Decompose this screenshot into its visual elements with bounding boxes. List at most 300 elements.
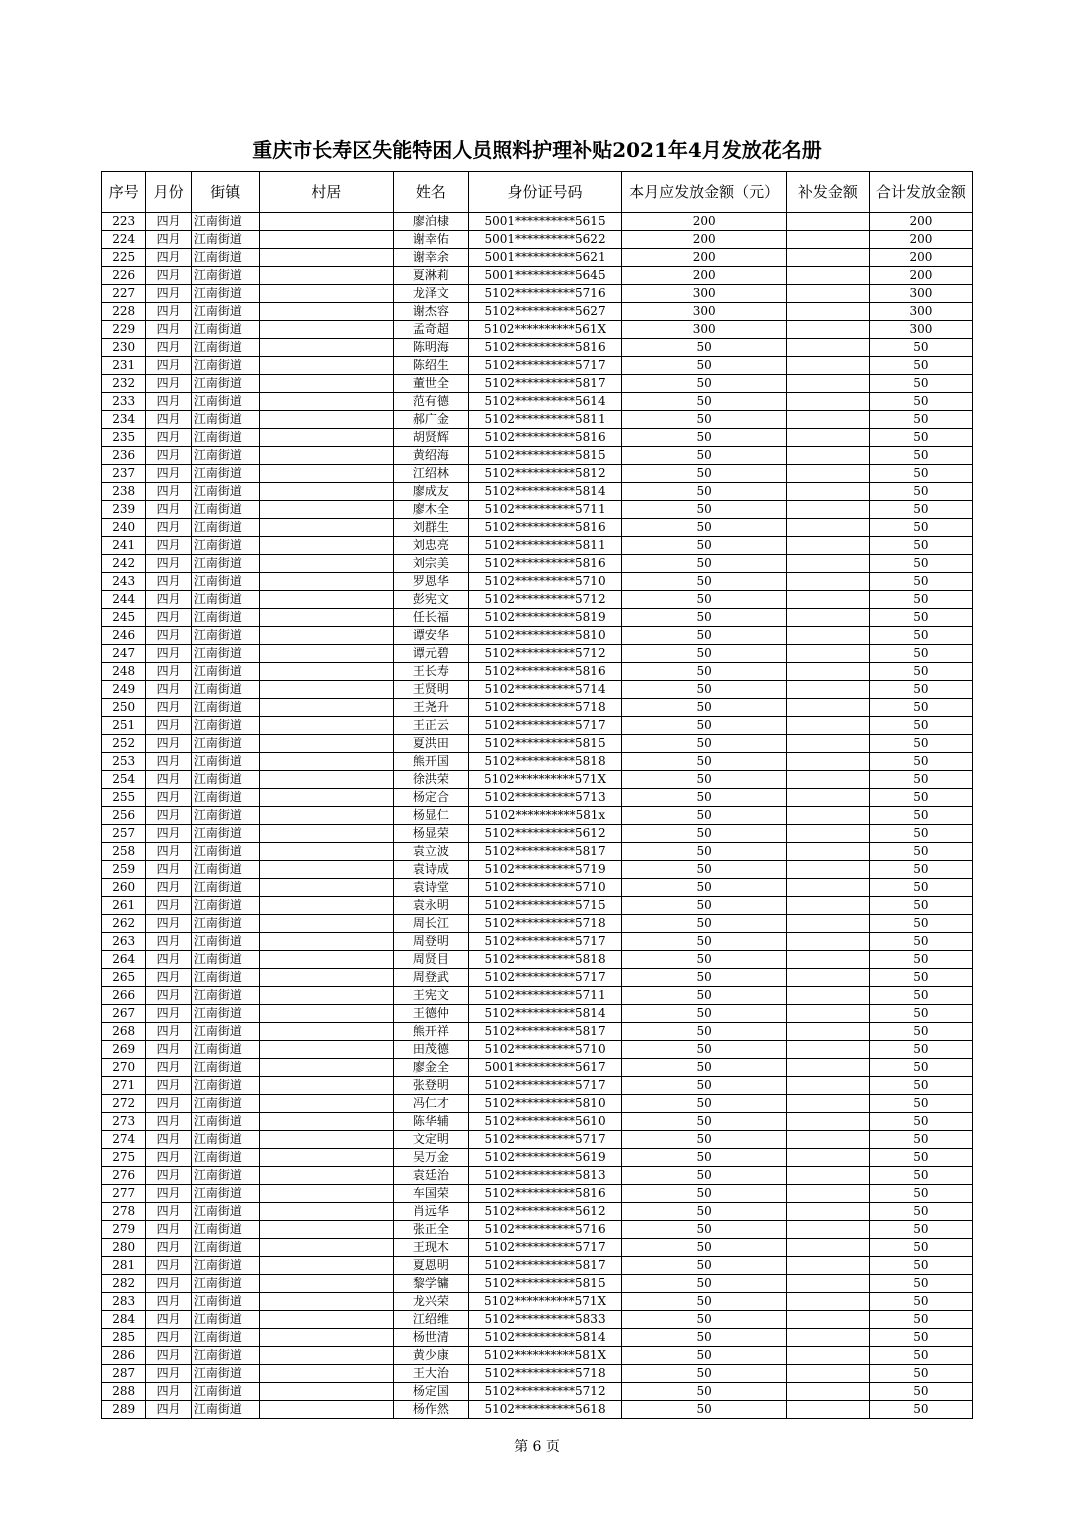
cell-id: 5102**********581X	[468, 1347, 622, 1365]
cell-due-amount: 200	[622, 213, 787, 231]
cell-village	[259, 1041, 393, 1059]
table-row	[102, 645, 973, 663]
table-row	[102, 915, 973, 933]
cell-id: 5102**********5717	[468, 1131, 622, 1149]
cell-month: 四月	[146, 393, 191, 411]
cell-id: 5102**********5710	[468, 1041, 622, 1059]
cell-month: 四月	[146, 249, 191, 267]
cell-total: 50	[869, 1113, 972, 1131]
cell-supplement	[787, 1365, 870, 1383]
table-row	[102, 1329, 973, 1347]
cell-due-amount: 50	[622, 1401, 787, 1419]
cell-id: 5102**********5710	[468, 879, 622, 897]
cell-seq: 223	[102, 213, 146, 231]
cell-month: 四月	[146, 933, 191, 951]
cell-supplement	[787, 519, 870, 537]
cell-total: 50	[869, 519, 972, 537]
cell-supplement	[787, 483, 870, 501]
table-row	[102, 1005, 973, 1023]
cell-id: 5102**********5717	[468, 1239, 622, 1257]
cell-seq: 284	[102, 1311, 146, 1329]
page-number: 第 6 页	[514, 1439, 560, 1455]
cell-total: 50	[869, 393, 972, 411]
cell-supplement	[787, 627, 870, 645]
cell-name: 谢幸佑	[393, 231, 468, 249]
cell-supplement	[787, 1077, 870, 1095]
cell-supplement	[787, 1257, 870, 1275]
cell-total: 50	[869, 843, 972, 861]
cell-seq: 268	[102, 1023, 146, 1041]
cell-seq: 244	[102, 591, 146, 609]
cell-street: 江南街道	[191, 537, 259, 555]
cell-village	[259, 303, 393, 321]
cell-name: 罗恩华	[393, 573, 468, 591]
cell-total: 50	[869, 429, 972, 447]
cell-street: 江南街道	[191, 501, 259, 519]
cell-total: 50	[869, 411, 972, 429]
header-total: 合计发放金额	[869, 172, 972, 213]
cell-due-amount: 200	[622, 249, 787, 267]
cell-month: 四月	[146, 1023, 191, 1041]
cell-month: 四月	[146, 1329, 191, 1347]
cell-village	[259, 645, 393, 663]
cell-street: 江南街道	[191, 789, 259, 807]
cell-seq: 254	[102, 771, 146, 789]
cell-village	[259, 1023, 393, 1041]
cell-seq: 242	[102, 555, 146, 573]
header-row	[102, 172, 973, 213]
cell-id: 5102**********5816	[468, 555, 622, 573]
cell-street: 江南街道	[191, 321, 259, 339]
cell-due-amount: 300	[622, 285, 787, 303]
cell-supplement	[787, 465, 870, 483]
cell-village	[259, 1293, 393, 1311]
cell-id: 5102**********571X	[468, 1293, 622, 1311]
cell-total: 50	[869, 1401, 972, 1419]
table-row	[102, 1383, 973, 1401]
cell-seq: 278	[102, 1203, 146, 1221]
cell-street: 江南街道	[191, 627, 259, 645]
cell-due-amount: 50	[622, 501, 787, 519]
cell-id: 5102**********5614	[468, 393, 622, 411]
cell-month: 四月	[146, 897, 191, 915]
cell-name: 张正全	[393, 1221, 468, 1239]
cell-month: 四月	[146, 1383, 191, 1401]
cell-due-amount: 50	[622, 969, 787, 987]
cell-due-amount: 50	[622, 1239, 787, 1257]
cell-seq: 240	[102, 519, 146, 537]
cell-village	[259, 231, 393, 249]
cell-name: 董世全	[393, 375, 468, 393]
cell-street: 江南街道	[191, 807, 259, 825]
cell-village	[259, 1383, 393, 1401]
cell-seq: 255	[102, 789, 146, 807]
cell-name: 刘忠亮	[393, 537, 468, 555]
cell-name: 杨定合	[393, 789, 468, 807]
table-row	[102, 1293, 973, 1311]
cell-due-amount: 50	[622, 1077, 787, 1095]
cell-due-amount: 50	[622, 1347, 787, 1365]
cell-total: 200	[869, 249, 972, 267]
cell-total: 50	[869, 1239, 972, 1257]
cell-name: 袁诗成	[393, 861, 468, 879]
cell-total: 50	[869, 951, 972, 969]
cell-due-amount: 50	[622, 1131, 787, 1149]
cell-total: 50	[869, 1131, 972, 1149]
cell-due-amount: 50	[622, 1203, 787, 1221]
cell-total: 50	[869, 1203, 972, 1221]
cell-month: 四月	[146, 537, 191, 555]
header-due-amount: 本月应发放金额（元）	[622, 172, 787, 213]
cell-street: 江南街道	[191, 213, 259, 231]
cell-name: 王正云	[393, 717, 468, 735]
cell-street: 江南街道	[191, 1347, 259, 1365]
cell-month: 四月	[146, 573, 191, 591]
table-row	[102, 213, 973, 231]
cell-name: 廖金全	[393, 1059, 468, 1077]
cell-name: 郝广金	[393, 411, 468, 429]
cell-seq: 275	[102, 1149, 146, 1167]
table-row	[102, 339, 973, 357]
cell-street: 江南街道	[191, 861, 259, 879]
cell-seq: 250	[102, 699, 146, 717]
cell-seq: 281	[102, 1257, 146, 1275]
cell-month: 四月	[146, 717, 191, 735]
cell-month: 四月	[146, 465, 191, 483]
cell-village	[259, 483, 393, 501]
cell-total: 50	[869, 1041, 972, 1059]
cell-name: 王贤明	[393, 681, 468, 699]
table-row	[102, 699, 973, 717]
cell-street: 江南街道	[191, 933, 259, 951]
cell-name: 江绍维	[393, 1311, 468, 1329]
cell-seq: 245	[102, 609, 146, 627]
table-row	[102, 879, 973, 897]
table-row	[102, 1167, 973, 1185]
cell-total: 200	[869, 267, 972, 285]
cell-name: 夏恩明	[393, 1257, 468, 1275]
header-supplement: 补发金额	[787, 172, 870, 213]
cell-month: 四月	[146, 1203, 191, 1221]
table-row	[102, 321, 973, 339]
cell-month: 四月	[146, 447, 191, 465]
cell-total: 300	[869, 285, 972, 303]
cell-due-amount: 50	[622, 1023, 787, 1041]
cell-street: 江南街道	[191, 1185, 259, 1203]
cell-village	[259, 1311, 393, 1329]
cell-village	[259, 393, 393, 411]
cell-seq: 283	[102, 1293, 146, 1311]
cell-village	[259, 501, 393, 519]
cell-total: 50	[869, 1365, 972, 1383]
cell-due-amount: 50	[622, 1311, 787, 1329]
cell-name: 袁永明	[393, 897, 468, 915]
cell-month: 四月	[146, 735, 191, 753]
cell-total: 50	[869, 501, 972, 519]
cell-total: 200	[869, 231, 972, 249]
cell-name: 谭安华	[393, 627, 468, 645]
cell-name: 谢幸余	[393, 249, 468, 267]
cell-street: 江南街道	[191, 1221, 259, 1239]
cell-month: 四月	[146, 825, 191, 843]
cell-street: 江南街道	[191, 591, 259, 609]
cell-id: 5102**********5712	[468, 1383, 622, 1401]
cell-street: 江南街道	[191, 663, 259, 681]
cell-supplement	[787, 861, 870, 879]
cell-id: 5102**********5710	[468, 573, 622, 591]
table-row	[102, 1023, 973, 1041]
cell-village	[259, 1239, 393, 1257]
cell-month: 四月	[146, 429, 191, 447]
cell-due-amount: 50	[622, 1149, 787, 1167]
cell-id: 5102**********5817	[468, 375, 622, 393]
cell-seq: 229	[102, 321, 146, 339]
cell-total: 50	[869, 699, 972, 717]
table-row	[102, 807, 973, 825]
cell-seq: 286	[102, 1347, 146, 1365]
cell-name: 王宪文	[393, 987, 468, 1005]
cell-name: 黄少康	[393, 1347, 468, 1365]
cell-month: 四月	[146, 627, 191, 645]
cell-id: 5001**********5615	[468, 213, 622, 231]
cell-month: 四月	[146, 987, 191, 1005]
cell-id: 5102**********5811	[468, 411, 622, 429]
cell-due-amount: 50	[622, 681, 787, 699]
cell-due-amount: 50	[622, 357, 787, 375]
document-title: 重庆市长寿区失能特困人员照料护理补贴2021年4月发放花名册	[252, 138, 822, 162]
cell-street: 江南街道	[191, 375, 259, 393]
cell-village	[259, 933, 393, 951]
cell-seq: 225	[102, 249, 146, 267]
cell-village	[259, 1257, 393, 1275]
table-row	[102, 987, 973, 1005]
cell-village	[259, 1185, 393, 1203]
cell-month: 四月	[146, 609, 191, 627]
cell-month: 四月	[146, 231, 191, 249]
cell-village	[259, 357, 393, 375]
table-row	[102, 951, 973, 969]
cell-month: 四月	[146, 807, 191, 825]
cell-street: 江南街道	[191, 483, 259, 501]
cell-village	[259, 1401, 393, 1419]
cell-supplement	[787, 1311, 870, 1329]
cell-village	[259, 807, 393, 825]
cell-supplement	[787, 609, 870, 627]
cell-month: 四月	[146, 375, 191, 393]
cell-seq: 289	[102, 1401, 146, 1419]
cell-street: 江南街道	[191, 645, 259, 663]
cell-seq: 228	[102, 303, 146, 321]
cell-id: 5102**********5833	[468, 1311, 622, 1329]
header-name: 姓名	[393, 172, 468, 213]
cell-total: 50	[869, 1167, 972, 1185]
cell-id: 5102**********581x	[468, 807, 622, 825]
cell-supplement	[787, 753, 870, 771]
cell-due-amount: 50	[622, 447, 787, 465]
cell-street: 江南街道	[191, 1293, 259, 1311]
cell-total: 50	[869, 357, 972, 375]
cell-month: 四月	[146, 1149, 191, 1167]
cell-supplement	[787, 663, 870, 681]
table-row	[102, 897, 973, 915]
cell-supplement	[787, 555, 870, 573]
cell-month: 四月	[146, 1095, 191, 1113]
cell-total: 50	[869, 681, 972, 699]
cell-village	[259, 411, 393, 429]
table-row	[102, 591, 973, 609]
cell-village	[259, 339, 393, 357]
cell-month: 四月	[146, 843, 191, 861]
cell-seq: 265	[102, 969, 146, 987]
table-header	[102, 172, 973, 213]
cell-month: 四月	[146, 1221, 191, 1239]
cell-month: 四月	[146, 591, 191, 609]
cell-street: 江南街道	[191, 555, 259, 573]
cell-street: 江南街道	[191, 969, 259, 987]
cell-month: 四月	[146, 1365, 191, 1383]
cell-street: 江南街道	[191, 1383, 259, 1401]
cell-month: 四月	[146, 519, 191, 537]
cell-total: 50	[869, 1293, 972, 1311]
cell-seq: 288	[102, 1383, 146, 1401]
cell-village	[259, 879, 393, 897]
cell-street: 江南街道	[191, 573, 259, 591]
cell-supplement	[787, 879, 870, 897]
cell-month: 四月	[146, 1185, 191, 1203]
cell-seq: 280	[102, 1239, 146, 1257]
cell-village	[259, 1203, 393, 1221]
cell-name: 袁廷治	[393, 1167, 468, 1185]
cell-supplement	[787, 735, 870, 753]
table-row	[102, 861, 973, 879]
cell-seq: 261	[102, 897, 146, 915]
cell-village	[259, 951, 393, 969]
cell-month: 四月	[146, 951, 191, 969]
cell-total: 50	[869, 573, 972, 591]
cell-due-amount: 50	[622, 1167, 787, 1185]
cell-month: 四月	[146, 1401, 191, 1419]
cell-seq: 235	[102, 429, 146, 447]
cell-id: 5102**********5713	[468, 789, 622, 807]
cell-village	[259, 897, 393, 915]
cell-id: 5102**********5815	[468, 447, 622, 465]
cell-total: 50	[869, 483, 972, 501]
cell-seq: 246	[102, 627, 146, 645]
cell-street: 江南街道	[191, 897, 259, 915]
cell-seq: 274	[102, 1131, 146, 1149]
cell-supplement	[787, 1023, 870, 1041]
cell-seq: 227	[102, 285, 146, 303]
cell-id: 5001**********5617	[468, 1059, 622, 1077]
cell-due-amount: 50	[622, 1059, 787, 1077]
cell-due-amount: 50	[622, 429, 787, 447]
table-row	[102, 1131, 973, 1149]
cell-name: 王现木	[393, 1239, 468, 1257]
cell-id: 5102**********5813	[468, 1167, 622, 1185]
cell-seq: 236	[102, 447, 146, 465]
cell-street: 江南街道	[191, 1311, 259, 1329]
cell-seq: 262	[102, 915, 146, 933]
cell-village	[259, 1131, 393, 1149]
cell-street: 江南街道	[191, 303, 259, 321]
cell-month: 四月	[146, 969, 191, 987]
cell-seq: 230	[102, 339, 146, 357]
cell-name: 张登明	[393, 1077, 468, 1095]
cell-id: 5102**********5717	[468, 1077, 622, 1095]
cell-supplement	[787, 1167, 870, 1185]
table-row	[102, 303, 973, 321]
cell-total: 50	[869, 447, 972, 465]
cell-name: 胡贤辉	[393, 429, 468, 447]
cell-supplement	[787, 699, 870, 717]
cell-total: 50	[869, 663, 972, 681]
cell-street: 江南街道	[191, 717, 259, 735]
cell-due-amount: 50	[622, 753, 787, 771]
cell-street: 江南街道	[191, 1401, 259, 1419]
cell-street: 江南街道	[191, 393, 259, 411]
cell-street: 江南街道	[191, 1077, 259, 1095]
cell-id: 5001**********5645	[468, 267, 622, 285]
table-row	[102, 465, 973, 483]
cell-due-amount: 50	[622, 1113, 787, 1131]
cell-supplement	[787, 645, 870, 663]
cell-village	[259, 1095, 393, 1113]
cell-street: 江南街道	[191, 447, 259, 465]
cell-id: 5102**********5711	[468, 501, 622, 519]
cell-seq: 226	[102, 267, 146, 285]
cell-total: 50	[869, 1077, 972, 1095]
cell-id: 5102**********5717	[468, 357, 622, 375]
cell-street: 江南街道	[191, 699, 259, 717]
cell-seq: 252	[102, 735, 146, 753]
cell-id: 5102**********5718	[468, 915, 622, 933]
cell-seq: 282	[102, 1275, 146, 1293]
cell-village	[259, 573, 393, 591]
cell-village	[259, 1365, 393, 1383]
cell-street: 江南街道	[191, 411, 259, 429]
cell-supplement	[787, 951, 870, 969]
table-row	[102, 627, 973, 645]
cell-due-amount: 50	[622, 825, 787, 843]
cell-id: 5102**********5612	[468, 1203, 622, 1221]
cell-name: 任长福	[393, 609, 468, 627]
cell-id: 5102**********5716	[468, 1221, 622, 1239]
cell-total: 50	[869, 1149, 972, 1167]
cell-due-amount: 50	[622, 591, 787, 609]
cell-month: 四月	[146, 483, 191, 501]
cell-month: 四月	[146, 645, 191, 663]
cell-village	[259, 555, 393, 573]
cell-month: 四月	[146, 1077, 191, 1095]
table-row	[102, 663, 973, 681]
cell-id: 5102**********5719	[468, 861, 622, 879]
cell-name: 杨显荣	[393, 825, 468, 843]
cell-month: 四月	[146, 213, 191, 231]
cell-id: 5102**********5814	[468, 483, 622, 501]
cell-street: 江南街道	[191, 879, 259, 897]
cell-seq: 251	[102, 717, 146, 735]
cell-seq: 287	[102, 1365, 146, 1383]
table-row	[102, 375, 973, 393]
table-row	[102, 735, 973, 753]
cell-id: 5102**********5816	[468, 429, 622, 447]
cell-supplement	[787, 303, 870, 321]
cell-month: 四月	[146, 501, 191, 519]
cell-due-amount: 50	[622, 465, 787, 483]
table-row	[102, 1203, 973, 1221]
cell-name: 黎学镛	[393, 1275, 468, 1293]
cell-seq: 248	[102, 663, 146, 681]
